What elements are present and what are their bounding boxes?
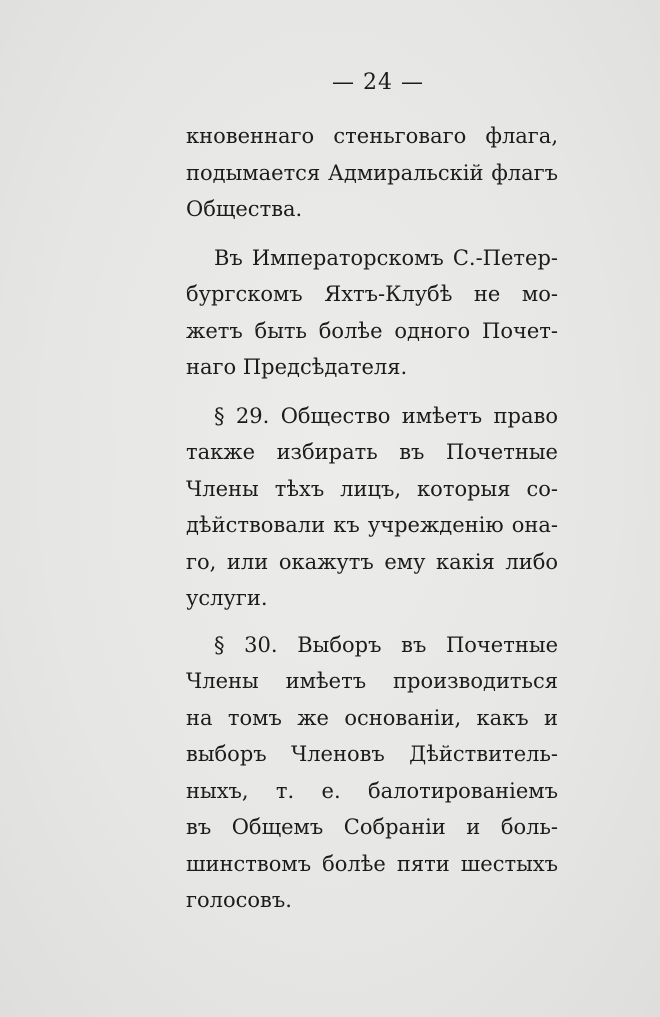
- text-line: бургскомъ Яхтъ-Клубѣ не мо-: [186, 282, 558, 306]
- text-line: подымается Адмиральскій флагъ: [186, 160, 558, 185]
- text-line: Въ Императорскомъ С.-Петер-: [214, 245, 558, 270]
- text-line: Члены тѣхъ лицъ, которыя со-: [186, 476, 558, 501]
- text-line: шинствомъ болѣе пяти шестыхъ: [186, 851, 558, 876]
- text-line: Члены имѣетъ производиться: [186, 669, 558, 693]
- text-line: § 30. Выборъ въ Почетные: [214, 632, 558, 657]
- text-line: § 29. Общество имѣетъ право: [214, 403, 558, 428]
- paragraph-2: [186, 240, 558, 386]
- text-line: жетъ быть болѣе одного Почет-: [186, 318, 558, 343]
- text-line: въ Общемъ Собраніи и боль-: [186, 815, 558, 839]
- text-line: голосовъ.: [186, 888, 292, 912]
- paragraph-section-30: [186, 627, 558, 919]
- text-line: ныхъ, т. е. балотированіемъ: [186, 778, 558, 803]
- text-line: дѣйствовали къ учрежденію она-: [186, 513, 558, 537]
- text-line: го, или окажутъ ему какія либо: [186, 549, 558, 574]
- text-line: на томъ же основаніи, какъ и: [186, 705, 558, 730]
- text-line: выборъ Членовъ Дѣйствитель-: [186, 742, 558, 766]
- text-line: услуги.: [186, 586, 268, 610]
- page-number: — 24 —: [332, 70, 424, 95]
- text-line: Общества.: [186, 197, 303, 221]
- text-line: кновеннаго стеньговаго флага,: [186, 124, 558, 148]
- text-line: наго Предсѣдателя.: [186, 355, 408, 379]
- text-line: также избирать въ Почетные: [186, 440, 558, 464]
- paragraph-section-29: [186, 398, 558, 617]
- body-text: [186, 118, 558, 919]
- paragraph-1: [186, 118, 558, 228]
